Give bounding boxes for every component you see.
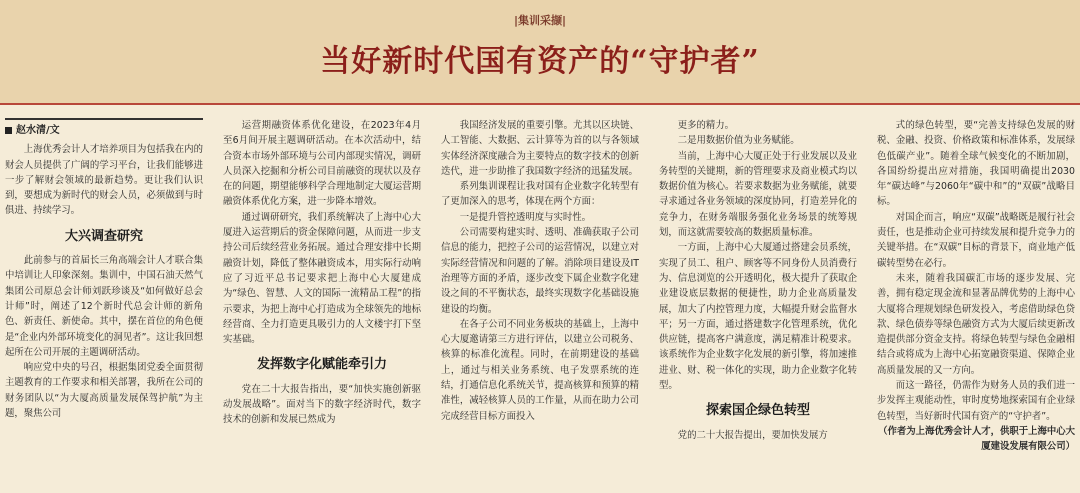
paragraph: 而这一路径，仍需作为财务人员的我们进一步发挥主观能动性，审时度势地探索国有企业绿色转型，当好新时代国有资产的“守护者”。 [877, 380, 1075, 422]
paragraph: 党的二十大报告提出，要加快发展方 [677, 429, 828, 441]
column-5 [877, 118, 1075, 493]
article-header [0, 0, 1080, 105]
paragraph: 我国经济发展的重要引擎。尤其以区块链、人工智能、大数据、云计算等为首的以与各领域实体经济深度融合为主要特点的数字技术的创新迭代，进一步助推了我国数字经济的迅猛发展。 [441, 120, 639, 177]
column-3 [441, 118, 639, 493]
paragraph: 上海优秀会计人才培养项目为包括我在内的财会人员提供了广阔的学习平台，让我们能够进一步了解财会领域的最新趋势。更让我们认识到，要想成为新时代的财会人员，必须做到与时俱进、持续学习。 [5, 144, 203, 217]
column-1 [5, 118, 203, 493]
paragraph: 运营期融资体系优化建设，在2023年4月至6月间开展主题调研活动。在本次活动中，结合资本市场外部环境与公司内部现实情况，调研人员深入挖掘和分析公司目前融资的现状以及存在的问题，期望能够科学合理地制定大厦运营期融资体系优化方案，进一步降本增效。 [223, 120, 421, 208]
paragraph: 二是用数据价值为业务赋能。 [677, 135, 800, 147]
section-heading: 大兴调查研究 [64, 228, 143, 244]
paragraph: 当前，上海中心大厦正处于行业发展以及业务转型的关键期，新的管理要求及商业模式均以数据价值为核心。若要求数据为业务赋能，就要寻求通过各业务领域的深度协同，打造差异化的竞争力，在财务端服务强化业务场景的统筹规划，而这就需要较高的数据质量标准。 [659, 150, 857, 239]
bullet-square-icon [5, 127, 12, 134]
paragraph: 系列集训课程让我对国有企业数字化转型有了更加深入的思考，体现在两个方面： [441, 181, 639, 208]
section-heading: 探索国企绿色转型 [705, 403, 810, 419]
author: 赵水清/文 [16, 125, 60, 136]
paragraph: 一方面，上海中心大厦通过搭建会员系统，实现了员工、租户、顾客等不同身份人员消费行为、信息浏览的公开透明化，极大提升了获取企业建设底层数据的便捷性，助力企业高质量发展，加大了内控管理力度，大幅提升财会监督水平；另一方面，通过搭建数字化管理系统，优化供应链，提高客户满意度，满足精准计税要求。该系统作为企业数字化发展的新引擎，将加速推进业、财、税一体化的实现，助力企业数字化转型。 [659, 242, 857, 392]
paragraph: 一是提升管控透明度与实时性。 [459, 211, 592, 223]
article-body [5, 118, 1075, 493]
section-heading: 发挥数字化赋能牵引力 [256, 357, 387, 373]
paragraph: 式的绿色转型，要“完善支持绿色发展的财税、金融、投资、价格政策和标准体系，发展绿色低碳产业”。随着全球气候变化的不断加剧，各国纷纷提出应对措施，我国明确提出2030年“碳达峰”与2060年“碳中和”的“双碳”战略目标。 [877, 120, 1075, 208]
paragraph: 公司需要构建实时、透明、准确获取子公司信息的能力，把控子公司的运营情况，以建立对实际经营情况和问题的了解。消除项目建设及IT治理等方面的矛盾，逐步改变下属企业数字化建设之间的不平衡状态，最终实现数字化基础设施建设的均衡。 [441, 227, 639, 315]
paragraph: 未来，随着我国碳汇市场的逐步发展、完善，拥有稳定现金流和显著品牌优势的上海中心大厦将合理规划绿色研发投入，考虑借助绿色贷款、绿色债券等绿色融资方式为大厦后续更新改造提供部分资金支持。将绿色转型与绿色金融相结合或将成为上海中心拓宽融资渠道、保障企业高质量发展的又一方向。 [877, 272, 1075, 376]
paragraph: 通过调研研究，我们系统解决了上海中心大厦进入运营期后的资金保障问题，从而进一步支持公司后续经营业务拓展。通过合理安排中长期融资计划，降低了整体融资成本，用实际行动响应了习近平总书记要求把上海中心大厦建成为“绿色、智慧、人文的国际一流精品工程”的指示要求，为把上海中心打造成为全球领先的地标经营商、全力打造更具吸引力的人文楼宇打下坚实基础。 [223, 211, 421, 346]
column-tag: |集训采撷| [513, 14, 567, 27]
paragraph: 响应党中央的号召，根据集团党委全面贯彻主题教育的工作要求和相关部署，我所在公司的财务团队以“为大厦高质量发展保驾护航”为主题，聚焦公司 [5, 362, 203, 420]
paragraph: 在各子公司不同业务板块的基础上，上海中心大厦邀请第三方进行评估，以建立公司税务、核算的标准化流程。同时，在前期建设的基础上，通过与相关业务系统、电子发票系统的连结，打通信息化系统关节，提高核算和预算的精准性，减轻核算人员的工作量，从而在助力公司完成经营目标方面投入 [441, 318, 639, 422]
byline [5, 118, 203, 138]
author-note: （作者为上海优秀会计人才，供职于上海中心大厦建设发展有限公司） [878, 425, 1075, 453]
paragraph: 对国企而言，响应“双碳”战略既是履行社会责任，也是推动企业可持续发展和提升竞争力的关键举措。在“双碳”目标的背景下，商业地产低碳转型势在必行。 [877, 211, 1075, 269]
column-2 [223, 118, 421, 493]
paragraph: 党在二十大报告指出，要“加快实施创新驱动发展战略”。面对当下的数字经济时代，数字技术的创新和发展已然成为 [223, 383, 421, 426]
paragraph: 更多的精力。 [677, 120, 735, 131]
column-4 [659, 118, 857, 493]
article-title: 当好新时代国有资产的“守护者” [320, 44, 760, 79]
paragraph: 此前参与的首届长三角高端会计人才联合集中培训让人印象深刻。集训中，中国石油天然气集团公司原总会计师刘跃珍谈及“如何做好总会计师”时，阐述了12个新时代总会计师的新角色、新责任、新使命。其中，摆在首位的角色便是“企业内外部环境变化的洞见者”。这让我回想起所在公司开展的主题调研活动。 [5, 255, 203, 358]
